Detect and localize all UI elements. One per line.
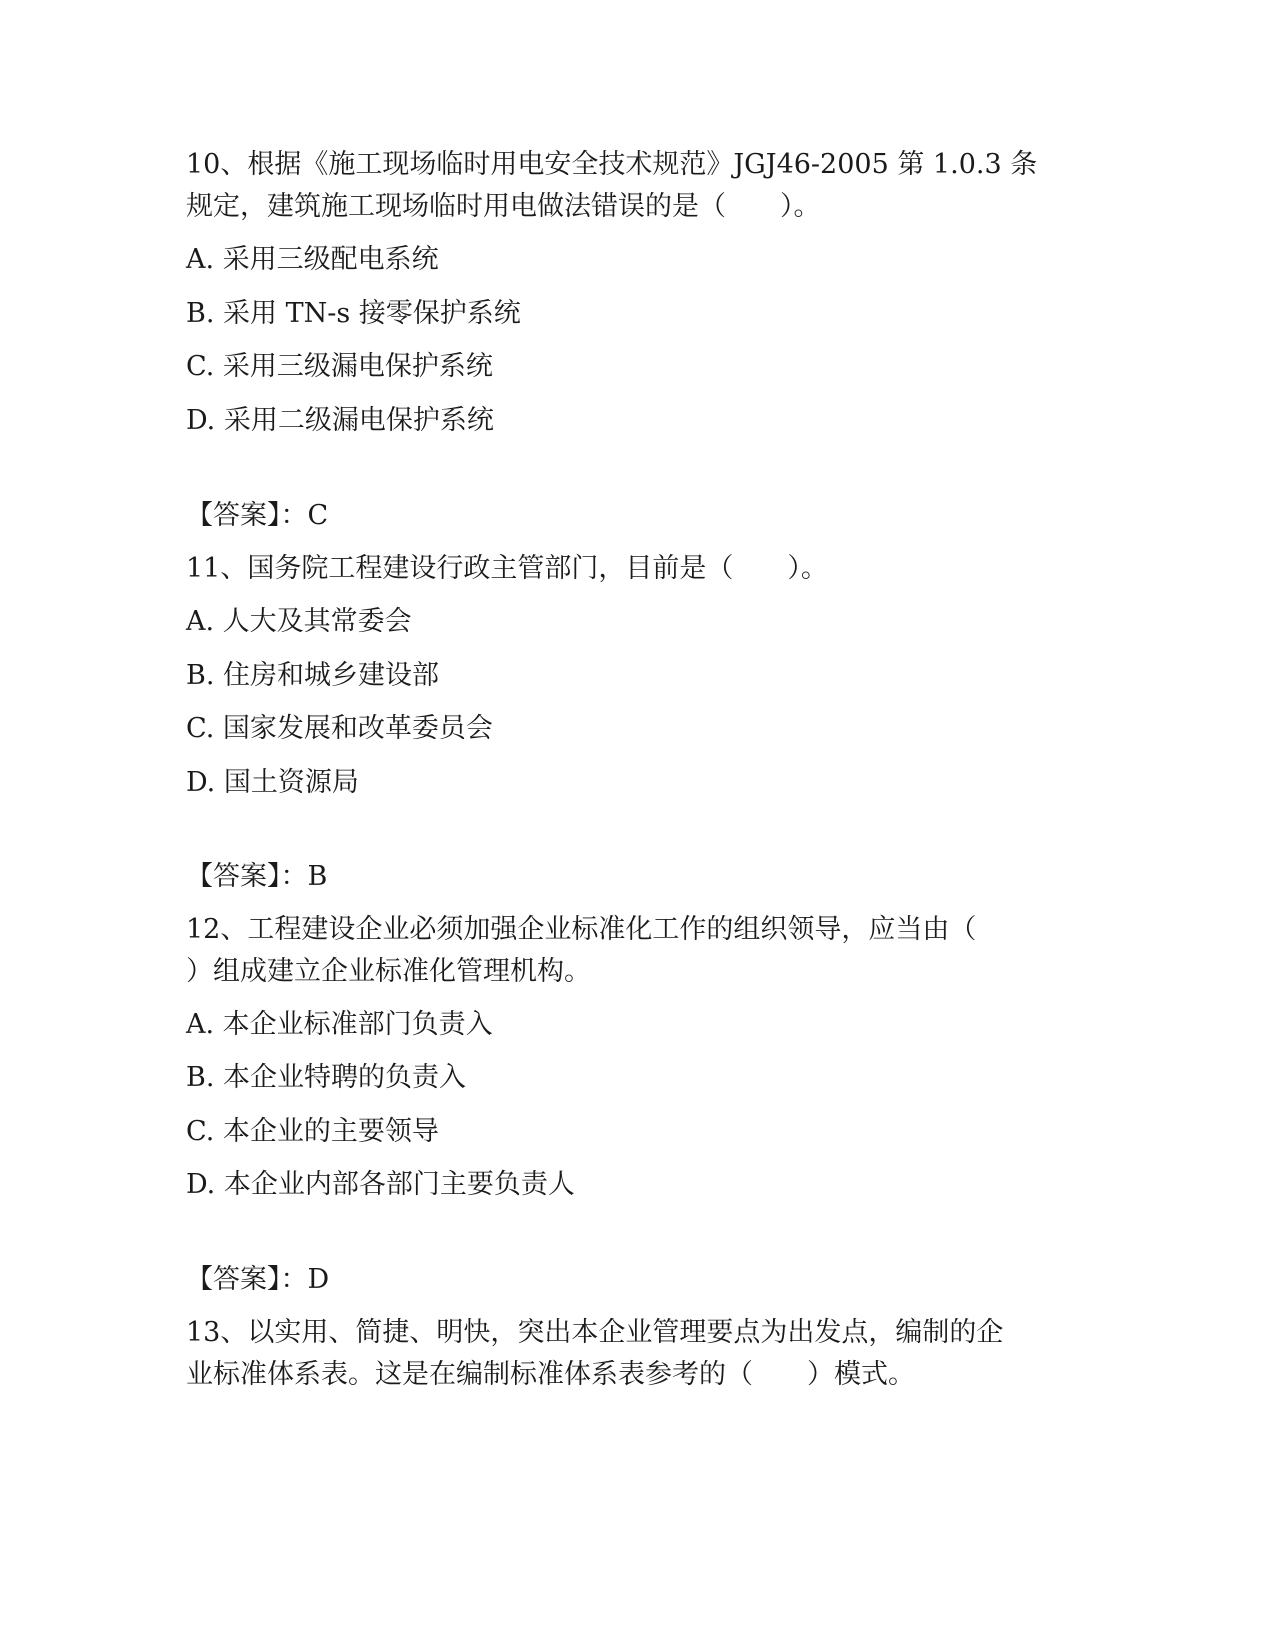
question-12-option-c: C. 本企业的主要领导	[186, 1116, 439, 1147]
question-12-option-d: D. 本企业内部各部门主要负责人	[186, 1169, 575, 1200]
question-10-stem-line-1: 10、根据《施工现场临时用电安全技术规范》JGJ46-2005 第 1.0.3 条	[186, 149, 1038, 180]
question-11-stem-line-1: 11、国务院工程建设行政主管部门，目前是（ ）。	[186, 553, 828, 584]
question-12-option-b: B. 本企业特聘的负责入	[186, 1062, 467, 1093]
question-11-option-c: C. 国家发展和改革委员会	[186, 713, 493, 744]
question-10-option-b: B. 采用 TN-s 接零保护系统	[186, 298, 521, 329]
question-13-stem-line-1: 13、以实用、简捷、明快，突出本企业管理要点为出发点，编制的企	[186, 1317, 1004, 1348]
question-12-stem-line-1: 12、工程建设企业必须加强企业标准化工作的组织领导，应当由（	[186, 914, 977, 945]
question-12-stem-line-2: ）组成建立企业标准化管理机构。	[186, 956, 591, 987]
question-13-stem-line-2: 业标准体系表。这是在编制标准体系表参考的（ ）模式。	[186, 1359, 915, 1390]
question-11-option-a: A. 人大及其常委会	[186, 606, 412, 637]
question-11-option-b: B. 住房和城乡建设部	[186, 660, 440, 691]
question-10-stem-line-2: 规定，建筑施工现场临时用电做法错误的是（ ）。	[186, 191, 821, 222]
question-11-answer: 【答案】：B	[186, 861, 328, 892]
question-11-option-d: D. 国土资源局	[186, 767, 359, 798]
question-12-option-a: A. 本企业标准部门负责入	[186, 1009, 493, 1040]
question-10-option-d: D. 采用二级漏电保护系统	[186, 405, 494, 436]
question-10-option-a: A. 采用三级配电系统	[186, 244, 439, 275]
question-10-answer: 【答案】：C	[186, 500, 329, 531]
question-10-option-c: C. 采用三级漏电保护系统	[186, 351, 493, 382]
question-12-answer: 【答案】：D	[186, 1264, 330, 1295]
